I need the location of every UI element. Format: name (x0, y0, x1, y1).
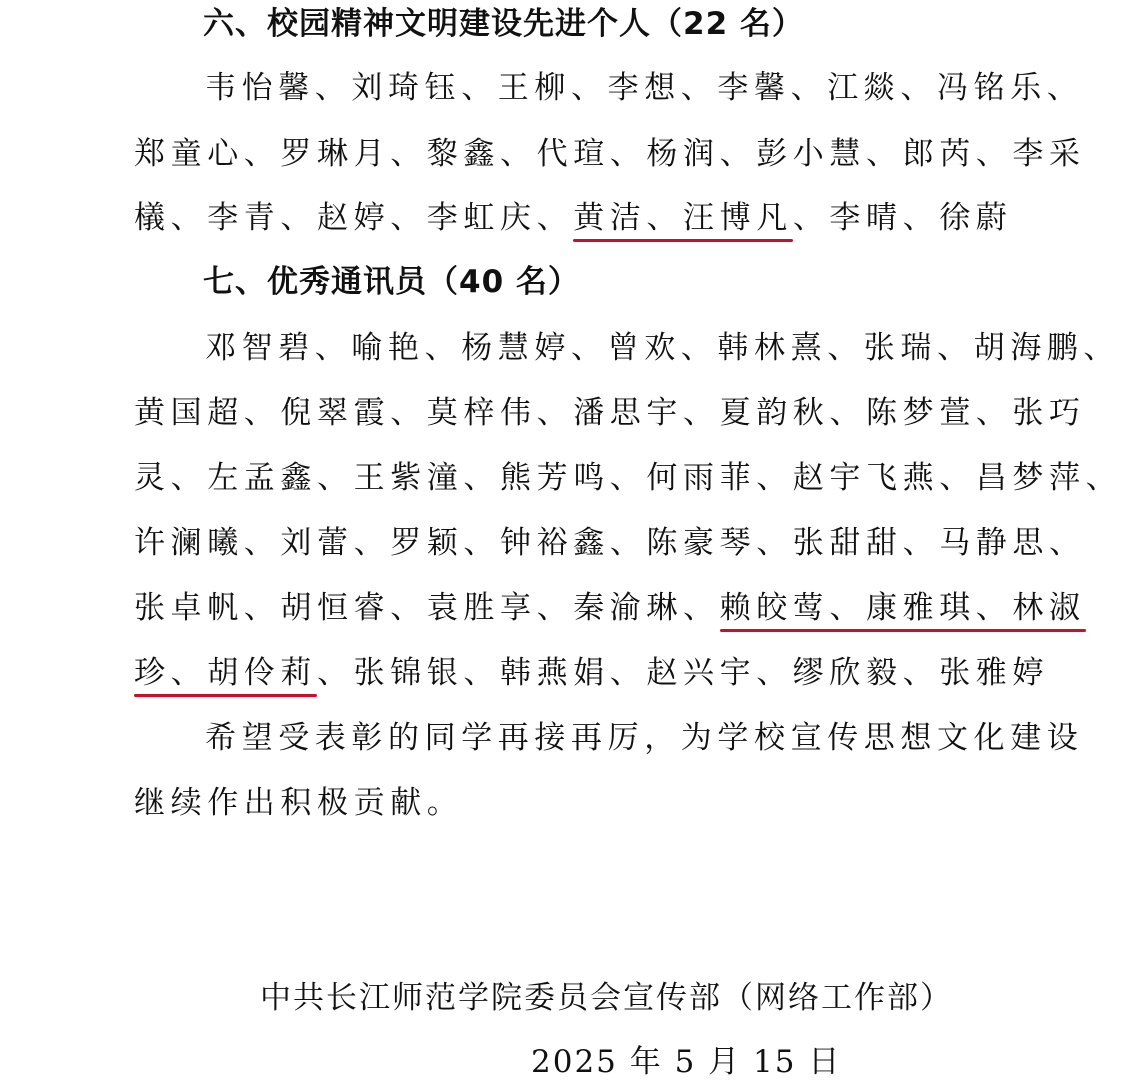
section-7-line-4: 许澜曦、刘蕾、罗颖、钟裕鑫、陈豪琴、张甜甜、马静思、 (134, 525, 1086, 561)
section-6-heading: 六、校园精神文明建设先进个人（22 名） (203, 6, 804, 42)
section-6-line-2: 郑童心、罗琳月、黎鑫、代瑄、杨润、彭小慧、郎芮、李采 (134, 136, 1086, 172)
signature-date: 2025 年 5 月 15 日 (531, 1044, 842, 1080)
section-7-line-1: 邓智碧、喻艳、杨慧婷、曾欢、韩林熹、张瑞、胡海鹏、 (205, 330, 1120, 366)
underlined-names-lai-kang-lin: 赖皎莺、康雅琪、林淑 (719, 590, 1086, 626)
section-7-line-5-part-1: 张卓帆、胡恒睿、袁胜享、秦渝琳、 (134, 590, 720, 626)
underlined-names-huang-wang: 黄洁、汪博凡 (573, 200, 793, 236)
section-6-line-1: 韦怡馨、刘琦钰、王柳、李想、李馨、江燚、冯铭乐、 (205, 70, 1084, 106)
section-6-line-3-part-1: 檥、李青、赵婷、李虹庆、 (134, 200, 574, 236)
section-7-line-6-part-2: 、张锦银、韩燕娟、赵兴宇、缪欣毅、张雅婷 (317, 655, 1049, 691)
underlined-names-zhen-hu: 珍、胡伶莉 (134, 655, 317, 691)
section-7-line-3: 灵、左孟鑫、王紫潼、熊芳鸣、何雨菲、赵宇飞燕、昌梦萍、 (134, 460, 1123, 496)
section-6-line-3-part-3: 、李晴、徐蔚 (792, 200, 1013, 236)
closing-line-2: 继续作出积极贡献。 (134, 785, 464, 821)
closing-line-1: 希望受表彰的同学再接再厉，为学校宣传思想文化建设 (205, 720, 1084, 756)
section-7-line-6 (134, 653, 1049, 693)
section-7-line-5 (134, 588, 1086, 628)
signature-organization: 中共长江师范学院委员会宣传部（网络工作部） (260, 980, 953, 1016)
section-7-heading: 七、优秀通讯员（40 名） (203, 264, 580, 300)
section-7-line-2: 黄国超、倪翠霞、莫梓伟、潘思宇、夏韵秋、陈梦萱、张巧 (134, 395, 1086, 431)
section-6-line-3 (134, 198, 1012, 238)
